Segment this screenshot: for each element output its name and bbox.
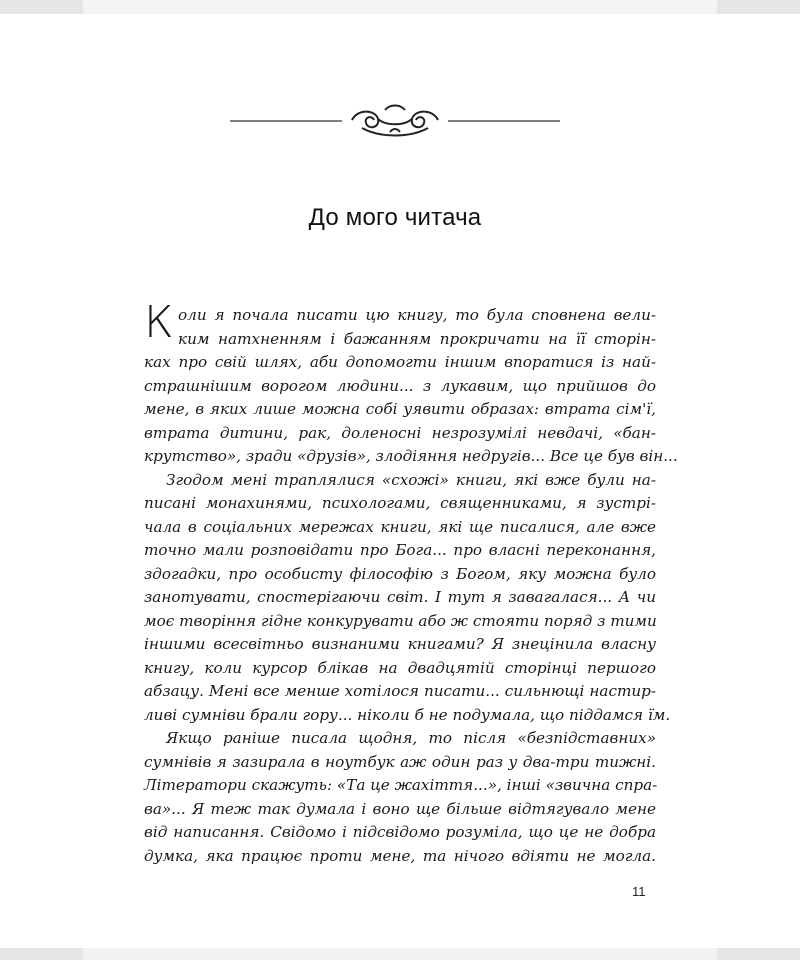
page-title: До мого читача — [308, 204, 482, 231]
line-text: абзацу. Мені все менше хотілося писати... сильнющі настир- — [144, 682, 656, 700]
line-text: здогадки, про особисту філософію з Богом, яку можна було — [144, 564, 656, 583]
line-text: ким натхненням і бажанням прокричати на її сторін- — [178, 329, 656, 348]
line-text: Згодом мені траплялися «схожі» книги, які вже були на- — [166, 470, 656, 489]
text-line — [144, 798, 656, 822]
line-text: писані монахинями, психологами, священниками, я зустрі- — [144, 494, 656, 512]
text-line — [144, 633, 656, 657]
page-number: 11 — [632, 884, 646, 899]
body-text — [144, 297, 678, 868]
line-text: крутство», зради «друзів», злодіяння недругів... Все це був він... — [144, 447, 678, 465]
line-text: Літератори скажуть: «Та це жахіття...», інші «звична спра- — [144, 776, 658, 794]
line-text: від написання. Свідомо і підсвідомо розуміла, що це не добра — [144, 823, 656, 841]
line-text: ва»... Я теж так думала і воно ще більше відтягувало мене — [144, 799, 656, 818]
line-text: моє творіння гідне конкурувати або ж стояти поряд з тими — [144, 611, 657, 630]
line-text: точно мали розповідати про Бога... про власні переконання, — [144, 541, 656, 559]
text-line — [144, 422, 656, 446]
bottom-page-edge — [0, 948, 800, 960]
text-line — [144, 539, 656, 563]
text-line — [144, 751, 656, 775]
top-sheet-edge — [83, 0, 717, 14]
text-line — [144, 492, 656, 516]
line-text: книгу, коли курсор блікав на двадцятій сторінці першого — [144, 658, 656, 677]
line-text: Якщо раніше писала щодня, то після «безпідставних» — [166, 729, 656, 747]
text-line — [144, 445, 678, 469]
text-line — [144, 586, 656, 610]
text-line — [144, 821, 656, 845]
text-line — [144, 351, 656, 375]
text-line — [144, 727, 656, 751]
text-line — [144, 398, 656, 422]
line-text: ках про свій шлях, аби допомогти іншим впоратися із най- — [144, 353, 656, 371]
line-text: ливі сумніви брали гору... ніколи б не подумала, що піддамся їм. — [144, 705, 671, 724]
text-line — [144, 657, 656, 681]
flourish-ornament-icon — [230, 100, 560, 144]
text-line — [144, 328, 656, 352]
top-page-edge — [0, 0, 800, 14]
bottom-sheet-edge — [83, 948, 717, 960]
line-text: втрата дитини, рак, доленосні незрозумілі невдачі, «бан- — [144, 423, 656, 442]
text-line — [144, 610, 656, 634]
text-line — [144, 774, 656, 798]
text-line — [144, 469, 656, 493]
line-text: мене, в яких лише можна собі уявити образах: втрата сім'ї, — [144, 400, 656, 418]
text-line — [144, 516, 656, 540]
text-line — [144, 680, 656, 704]
line-text: страшнішим ворогом людини... з лукавим, що прийшов до — [144, 376, 656, 395]
drop-cap-letter: К — [144, 297, 174, 348]
text-line — [144, 375, 656, 399]
text-line — [144, 845, 656, 869]
text-line — [144, 704, 671, 728]
line-text: занотувати, спостерігаючи світ. І тут я завагалася... А чи — [144, 588, 656, 606]
line-text: думка, яка працює проти мене, та нічого вдіяти не могла. — [144, 846, 656, 865]
line-text: іншими всесвітньо визнаними книгами? Я знецінила власну — [144, 635, 656, 653]
text-line — [144, 563, 656, 587]
line-text: оли я почала писати цю книгу, то була сповнена вели- — [178, 306, 656, 324]
line-text: чала в соціальних мережах книги, які ще писалися, але вже — [144, 517, 656, 536]
line-text: сумнівів я зазирала в ноутбук аж один раз у два-три тижні. — [144, 752, 656, 771]
